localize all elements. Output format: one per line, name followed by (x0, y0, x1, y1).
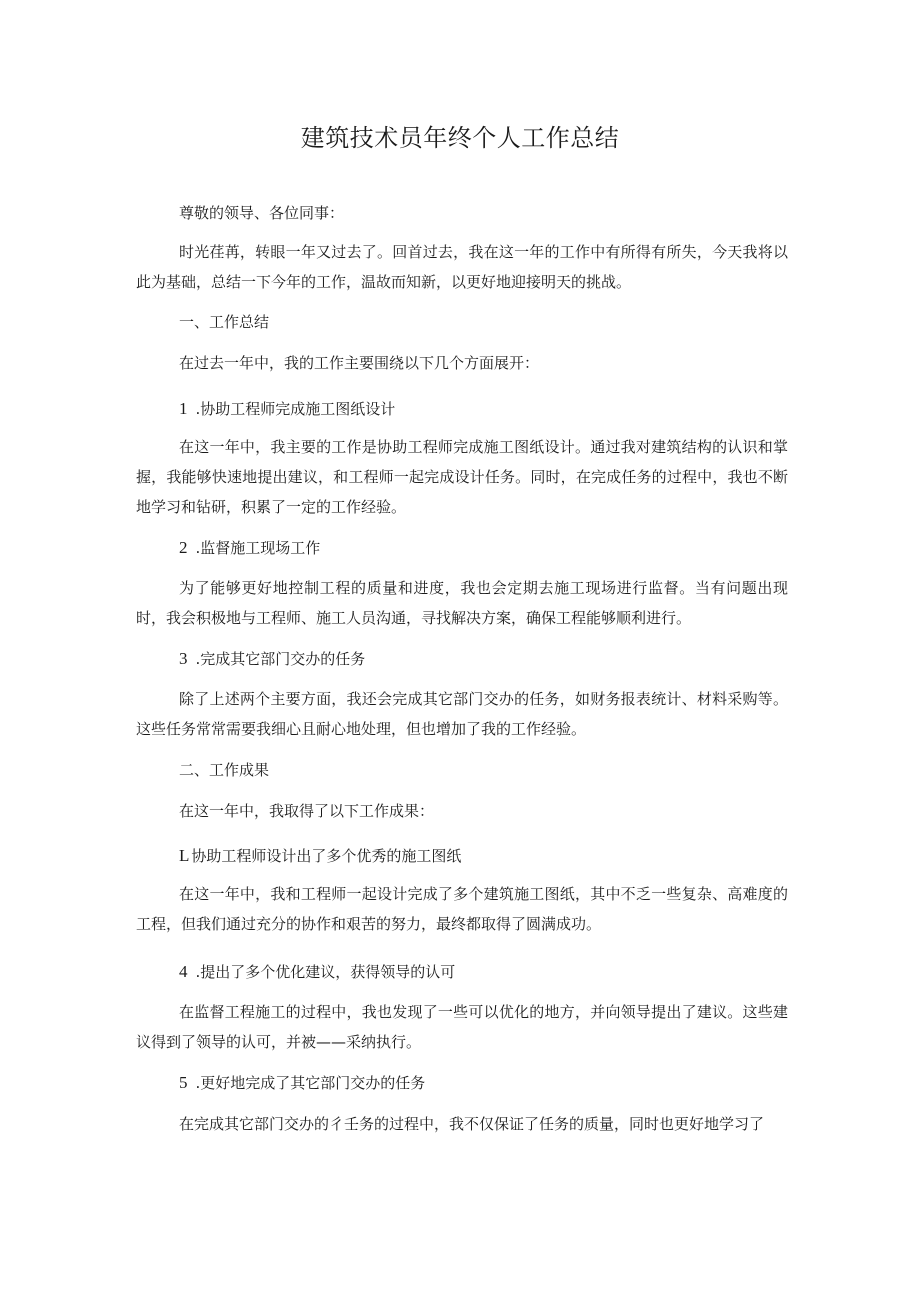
item-body: 在监督工程施工的过程中，我也发现了一些可以优化的地方，并向领导提出了建议。这些建议得到了领导的认可，并被——采纳执行。 (136, 1003, 788, 1051)
item-body: 为了能够更好地控制工程的质量和进度，我也会定期去施工现场进行监督。当有问题出现时，我会积极地与工程师、施工人员沟通，寻找解决方案，确保工程能够顺利进行。 (136, 579, 788, 627)
item-heading-text: 协助工程师设计出了多个优秀的施工图纸 (191, 847, 462, 865)
item-heading-text: .完成其它部门交办的任务 (195, 650, 366, 668)
intro-paragraph: 时光荏苒，转眼一年又过去了。回首过去，我在这一年的工作中有所得有所失，今天我将以此为基础，总结一下今年的工作，温故而知新，以更好地迎接明天的挑战。 (136, 243, 788, 291)
item-heading-text: .监督施工现场工作 (195, 539, 321, 557)
item-heading-text: .协助工程师完成施工图纸设计 (195, 400, 396, 418)
item-number: 2 (179, 538, 188, 557)
item-number: L (179, 846, 190, 865)
item-body: 除了上述两个主要方面，我还会完成其它部门交办的任务，如财务报表统计、材料采购等。这些任务常常需要我细心且耐心地处理，但也增加了我的工作经验。 (136, 690, 788, 738)
item-body: 在完成其它部门交办的彳壬务的过程中，我不仅保证了任务的质量，同时也更好地学习了 (179, 1115, 765, 1133)
section2-heading: 二、工作成果 (179, 761, 270, 779)
item-heading (136, 1068, 788, 1098)
item-heading-text: .提出了多个优化建议，获得领导的认可 (195, 963, 456, 981)
item-heading (136, 841, 788, 871)
section2-lead: 在这一年中，我取得了以下工作成果： (179, 802, 435, 820)
section1-lead: 在过去一年中，我的工作主要围绕以下几个方面展开： (179, 354, 540, 372)
item-body: 在这一年中，我和工程师一起设计完成了多个建筑施工图纸，其中不乏一些复杂、高难度的工程，但我们通过充分的协作和艰苦的努力，最终都取得了圆满成功。 (136, 885, 788, 933)
item-number: 5 (179, 1073, 188, 1092)
item-heading (136, 533, 788, 563)
item-body: 在这一年中，我主要的工作是协助工程师完成施工图纸设计。通过我对建筑结构的认识和掌握，我能够快速地提出建议，和工程师一起完成设计任务。同时，在完成任务的过程中，我也不断地学习和钻研，积累了一定的工作经验。 (136, 438, 788, 516)
item-number: 4 (179, 962, 188, 981)
item-number: 3 (179, 649, 188, 668)
document-title: 建筑技术员年终个人工作总结 (300, 124, 620, 152)
item-heading-text: .更好地完成了其它部门交办的任务 (195, 1074, 426, 1092)
greeting: 尊敬的领导、各位同事： (179, 204, 345, 222)
item-heading (136, 394, 788, 424)
item-number: 1 (179, 399, 188, 418)
section1-heading: 一、工作总结 (179, 313, 270, 331)
item-heading (136, 957, 788, 987)
item-heading (136, 644, 788, 674)
